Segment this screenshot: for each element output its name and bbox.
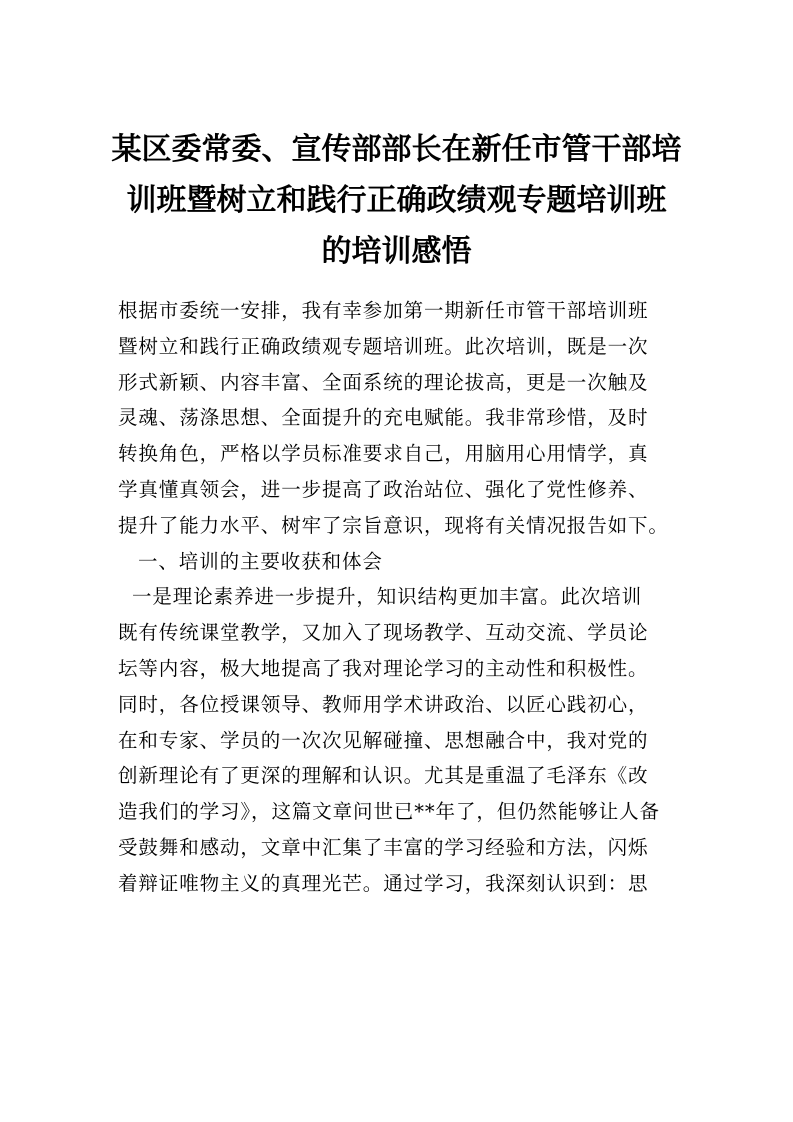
body-line: 创新理论有了更深的理解和认识。尤其是重温了毛泽东《改 [118,764,649,788]
title-line: 的培训感悟 [321,234,472,269]
section-heading: 一、培训的主要收获和体会 [138,549,383,573]
title-line: 某区委常委、宣传部部长在新任市管干部培 [111,132,682,167]
section-paragraph [118,579,678,901]
body-line: 形式新颖、内容丰富、全面系统的理论拔高，更是一次触及 [118,370,649,394]
intro-paragraph [118,293,678,544]
body-line: 坛等内容，极大地提高了我对理论学习的主动性和积极性。 [118,656,649,680]
body-line: 在和专家、学员的一次次见解碰撞、思想融合中，我对党的 [118,728,649,752]
body-line: 既有传统课堂教学，又加入了现场教学、互动交流、学员论 [118,621,649,645]
body-line: 学真懂真领会，进一步提高了政治站位、强化了党性修养、 [118,477,649,501]
document-body [118,293,678,902]
body-line: 根据市委统一安排，我有幸参加第一期新任市管干部培训班 [118,299,649,322]
body-line: 造我们的学习》，这篇文章问世已**年了，但仍然能够让人备 [118,800,660,824]
title-line: 训班暨树立和践行正确政绩观专题培训班 [126,183,667,218]
body-line: 提升了能力水平、树牢了宗旨意识，现将有关情况报告如下。 [118,513,669,537]
body-line: 受鼓舞和感动，文章中汇集了丰富的学习经验和方法，闪烁 [118,835,649,859]
body-line: 一是理论素养进一步提升，知识结构更加丰富。此次培训 [132,585,643,609]
document-title [110,124,683,277]
body-line: 暨树立和践行正确政绩观专题培训班。此次培训，既是一次 [118,334,649,358]
body-line: 灵魂、荡涤思想、全面提升的充电赋能。我非常珍惜，及时 [118,406,649,430]
body-line: 转换角色，严格以学员标准要求自己，用脑用心用情学，真 [118,442,649,466]
body-line: 着辩证唯物主义的真理光芒。通过学习，我深刻认识到：思 [118,871,649,895]
body-line: 同时，各位授课领导、教师用学术讲政治、以匠心践初心， [118,692,649,716]
